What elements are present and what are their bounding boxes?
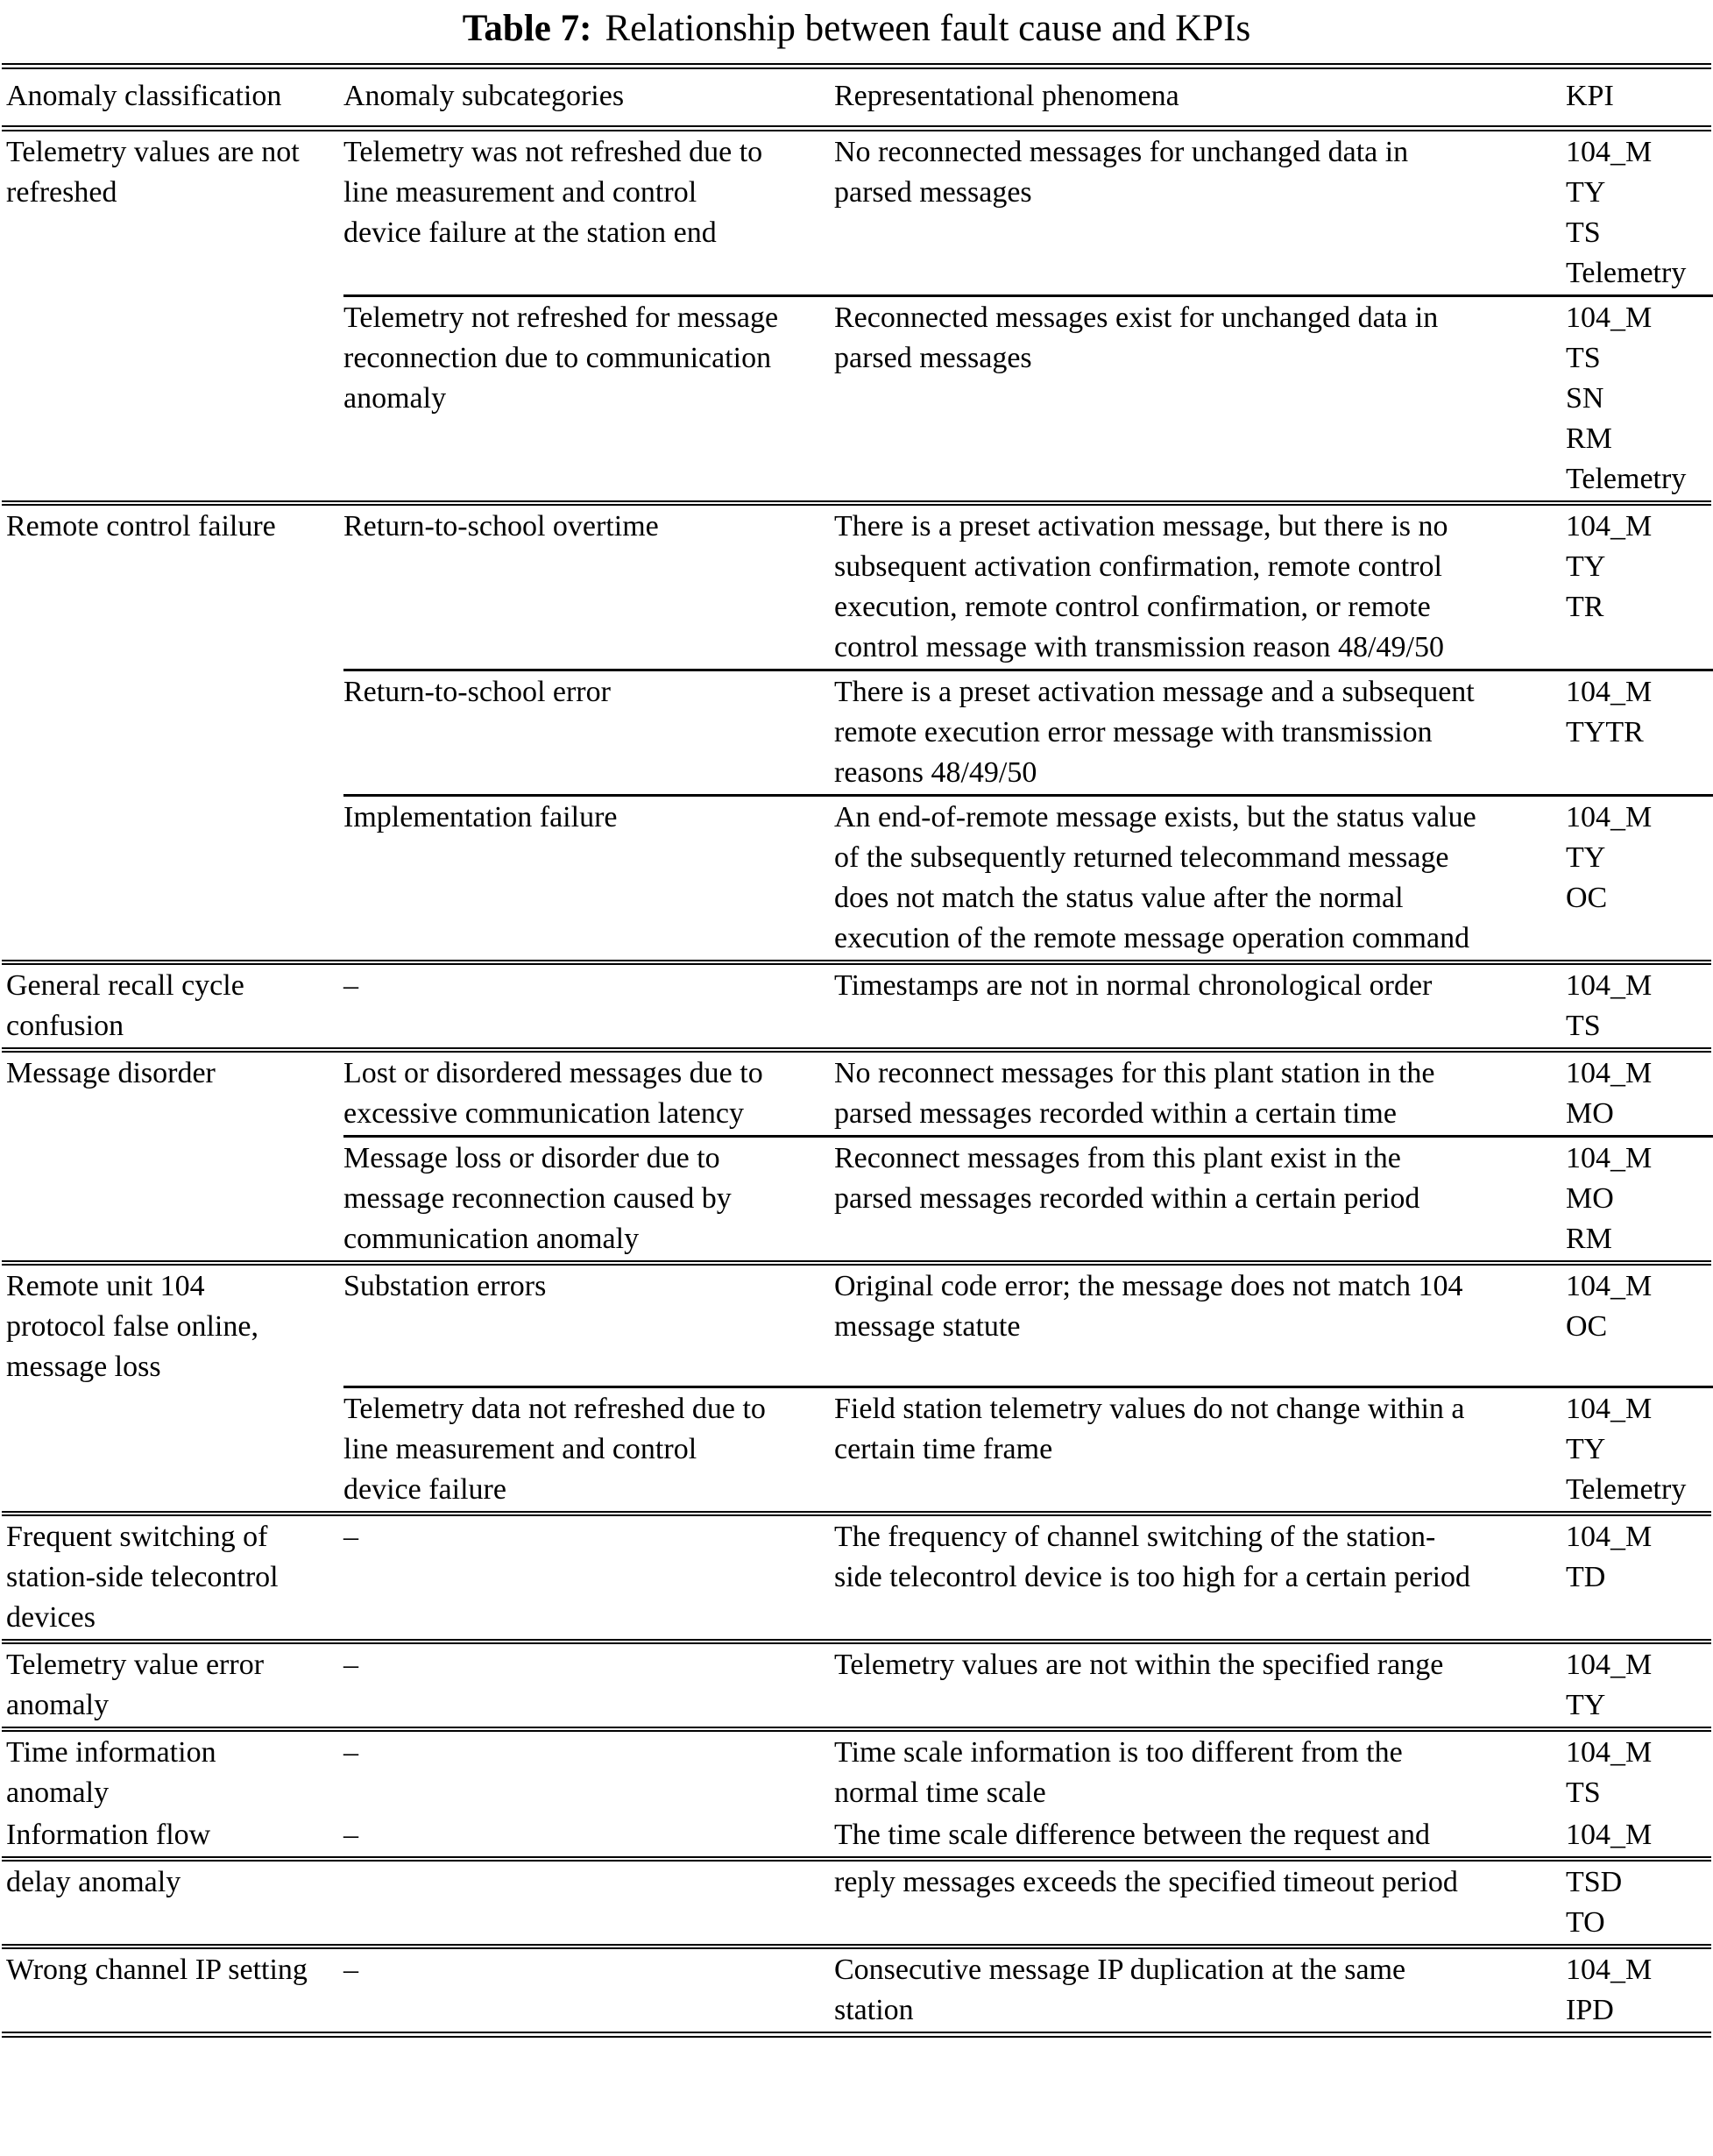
- cell-kpi: [1566, 797, 1713, 960]
- cell-kpi: [1566, 1266, 1713, 1388]
- table-row: [2, 131, 1711, 297]
- cell-anomaly-classification: Remote unit 104 protocol false online, message loss: [6, 1270, 258, 1383]
- kpi-value: SN: [1566, 382, 1604, 415]
- kpi-value: TY: [1566, 1689, 1606, 1721]
- fault-cause-kpi-table: [2, 63, 1711, 2038]
- kpi-value: TD: [1566, 1561, 1606, 1593]
- cell-anomaly-subcategory: –: [343, 969, 358, 1002]
- cell-anomaly-classification: Frequent switching of station-side telecontrol devices: [6, 1521, 279, 1634]
- table-row: [2, 965, 1711, 1053]
- cell-representational-phenomena: Field station telemetry values do not change within a certain time frame: [834, 1393, 1465, 1465]
- table-row: [2, 797, 1711, 965]
- header-representational-phenomena: Representational phenomena: [834, 80, 1179, 112]
- kpi-value: 104_M: [1566, 1393, 1653, 1425]
- cell-anomaly-classification: [2, 1138, 343, 1260]
- cell-kpi: [1566, 1053, 1713, 1138]
- table-caption-text: Relationship between fault cause and KPIs: [605, 8, 1251, 49]
- table-row: [2, 1862, 1711, 1949]
- cell-representational-phenomena: Original code error; the message does not match 104 message statute: [834, 1266, 1566, 1388]
- cell-representational-phenomena: There is a preset activation message, but there is no subsequent activation confirmation, remote control execution, remote control confirmation, or remote control message with transmission reason 48/49/50: [834, 506, 1566, 671]
- kpi-value: 104_M: [1566, 1270, 1653, 1302]
- kpi-value: 104_M: [1566, 1819, 1653, 1851]
- table-row: [2, 1949, 1711, 2032]
- kpi-value: 104_M: [1566, 1954, 1653, 1986]
- table-row: [2, 1266, 1711, 1388]
- cell-representational-phenomena: No reconnect messages for this plant station in the parsed messages recorded within a certain time: [834, 1053, 1566, 1138]
- cell-anomaly-classification: Telemetry values are not refreshed: [6, 136, 300, 209]
- cell-anomaly-subcategory: –: [343, 1954, 358, 1986]
- cell-anomaly-classification: Remote control failure: [6, 510, 276, 543]
- table-row: [2, 1388, 1711, 1516]
- header-anomaly-classification: Anomaly classification: [6, 80, 282, 112]
- table-row: [2, 506, 1711, 671]
- cell-representational-phenomena: Reconnected messages exist for unchanged data in parsed messages: [834, 301, 1439, 374]
- kpi-value: TS: [1566, 1777, 1601, 1809]
- cell-anomaly-classification: [2, 297, 343, 500]
- table-row: [2, 671, 1711, 797]
- cell-anomaly-subcategory: Return-to-school overtime: [343, 506, 834, 671]
- kpi-value: MO: [1566, 1182, 1614, 1215]
- cell-representational-phenomena: No reconnected messages for unchanged data in parsed messages: [834, 131, 1566, 297]
- kpi-value: 104_M: [1566, 301, 1653, 334]
- cell-anomaly-subcategory: Telemetry data not refreshed due to line measurement and control device failure: [343, 1393, 766, 1506]
- kpi-value: 104_M: [1566, 1142, 1653, 1174]
- kpi-value: TYTR: [1566, 716, 1644, 748]
- cell-anomaly-subcategory: Return-to-school error: [343, 671, 834, 797]
- table-row: [2, 1814, 1711, 1862]
- cell-kpi: [1566, 1732, 1713, 1814]
- cell-anomaly-classification: Information flow: [6, 1819, 211, 1851]
- kpi-value: Telemetry: [1566, 463, 1687, 495]
- kpi-value: TY: [1566, 550, 1606, 583]
- table-row: [2, 1644, 1711, 1732]
- header-kpi: KPI: [1566, 80, 1614, 112]
- cell-anomaly-subcategory: Lost or disordered messages due to excessive communication latency: [343, 1053, 834, 1138]
- kpi-value: TR: [1566, 591, 1604, 623]
- table-row: [2, 1516, 1711, 1644]
- kpi-value: 104_M: [1566, 1057, 1653, 1089]
- kpi-value: Telemetry: [1566, 257, 1687, 289]
- kpi-value: TS: [1566, 1010, 1601, 1042]
- kpi-value: 104_M: [1566, 1649, 1653, 1681]
- cell-kpi: [1566, 671, 1713, 797]
- table-caption-label: Table 7:: [462, 8, 592, 49]
- cell-anomaly-subcategory: Telemetry was not refreshed due to line measurement and control device failure at the station end: [343, 131, 834, 297]
- kpi-value: MO: [1566, 1097, 1614, 1130]
- cell-anomaly-classification: [2, 671, 343, 797]
- table-row: [2, 1053, 1711, 1138]
- cell-anomaly-classification: Telemetry value error anomaly: [6, 1649, 265, 1721]
- cell-representational-phenomena: The time scale difference between the request and: [834, 1819, 1430, 1851]
- cell-anomaly-subcategory: Telemetry not refreshed for message reconnection due to communication anomaly: [343, 301, 779, 415]
- cell-representational-phenomena: There is a preset activation message and a subsequent remote execution error message with transmission reasons 48/49/50: [834, 671, 1566, 797]
- kpi-value: IPD: [1566, 1994, 1614, 2026]
- cell-anomaly-subcategory: Message loss or disorder due to message reconnection caused by communication anomaly: [343, 1142, 732, 1255]
- kpi-value: 104_M: [1566, 676, 1653, 708]
- cell-anomaly-classification: delay anomaly: [6, 1866, 181, 1898]
- cell-representational-phenomena: reply messages exceeds the specified timeout period: [834, 1866, 1458, 1898]
- header-anomaly-subcategories: Anomaly subcategories: [343, 80, 625, 112]
- table-row: [2, 297, 1711, 506]
- cell-kpi: [1566, 1644, 1713, 1727]
- kpi-value: RM: [1566, 422, 1612, 455]
- cell-anomaly-subcategory: –: [343, 1521, 358, 1553]
- cell-representational-phenomena: Consecutive message IP duplication at the same station: [834, 1954, 1406, 2026]
- kpi-value: 104_M: [1566, 969, 1653, 1002]
- kpi-value: 104_M: [1566, 1521, 1653, 1553]
- table-body: [2, 131, 1711, 2032]
- kpi-value: 104_M: [1566, 510, 1653, 543]
- cell-representational-phenomena: An end-of-remote message exists, but the status value of the subsequently returned telecommand message does not match the status value after the normal execution of the remote message operation command: [834, 801, 1476, 954]
- kpi-value: 104_M: [1566, 801, 1653, 833]
- cell-anomaly-classification: Wrong channel IP setting: [6, 1954, 308, 1986]
- kpi-value: 104_M: [1566, 136, 1653, 168]
- table-header-row: [2, 69, 1711, 131]
- kpi-value: TO: [1566, 1906, 1605, 1939]
- cell-kpi: [1566, 1862, 1713, 1944]
- cell-representational-phenomena: Timestamps are not in normal chronological order: [834, 969, 1433, 1002]
- cell-anomaly-subcategory: –: [343, 1819, 358, 1851]
- cell-kpi: [1566, 131, 1713, 297]
- kpi-value: TS: [1566, 216, 1601, 249]
- kpi-value: TSD: [1566, 1866, 1623, 1898]
- kpi-value: TS: [1566, 342, 1601, 374]
- cell-anomaly-classification: [2, 797, 343, 960]
- cell-anomaly-classification: General recall cycle confusion: [6, 969, 244, 1042]
- kpi-value: OC: [1566, 882, 1608, 914]
- kpi-value: OC: [1566, 1310, 1608, 1343]
- cell-anomaly-subcategory: Implementation failure: [343, 801, 618, 833]
- table-caption: [0, 0, 1713, 63]
- cell-kpi: [1566, 1516, 1713, 1639]
- cell-representational-phenomena: Time scale information is too different from the normal time scale: [834, 1736, 1403, 1809]
- cell-kpi: [1566, 506, 1713, 671]
- kpi-value: RM: [1566, 1223, 1612, 1255]
- cell-kpi: [1566, 297, 1713, 500]
- kpi-value: 104_M: [1566, 1736, 1653, 1769]
- cell-anomaly-subcategory: Substation errors: [343, 1266, 834, 1388]
- cell-anomaly-classification: Time information anomaly: [6, 1736, 216, 1809]
- cell-representational-phenomena: Reconnect messages from this plant exist in the parsed messages recorded within a certain period: [834, 1142, 1420, 1215]
- cell-representational-phenomena: Telemetry values are not within the specified range: [834, 1649, 1444, 1681]
- cell-kpi: [1566, 1814, 1713, 1856]
- table-row: [2, 1138, 1711, 1266]
- cell-kpi: [1566, 965, 1713, 1047]
- cell-anomaly-subcategory: –: [343, 1649, 358, 1681]
- cell-anomaly-subcategory: [343, 1862, 834, 1944]
- cell-kpi: [1566, 1949, 1713, 2032]
- kpi-value: TY: [1566, 176, 1606, 209]
- cell-kpi: [1566, 1138, 1713, 1260]
- table-row: [2, 1732, 1711, 1814]
- cell-anomaly-classification: Message disorder: [6, 1057, 216, 1089]
- kpi-value: TY: [1566, 841, 1606, 874]
- cell-representational-phenomena: The frequency of channel switching of the station-side telecontrol device is too high for a certain period: [834, 1521, 1471, 1593]
- cell-anomaly-subcategory: –: [343, 1736, 358, 1769]
- kpi-value: TY: [1566, 1433, 1606, 1465]
- cell-kpi: [1566, 1388, 1713, 1511]
- cell-anomaly-classification: [2, 1388, 343, 1511]
- kpi-value: Telemetry: [1566, 1473, 1687, 1506]
